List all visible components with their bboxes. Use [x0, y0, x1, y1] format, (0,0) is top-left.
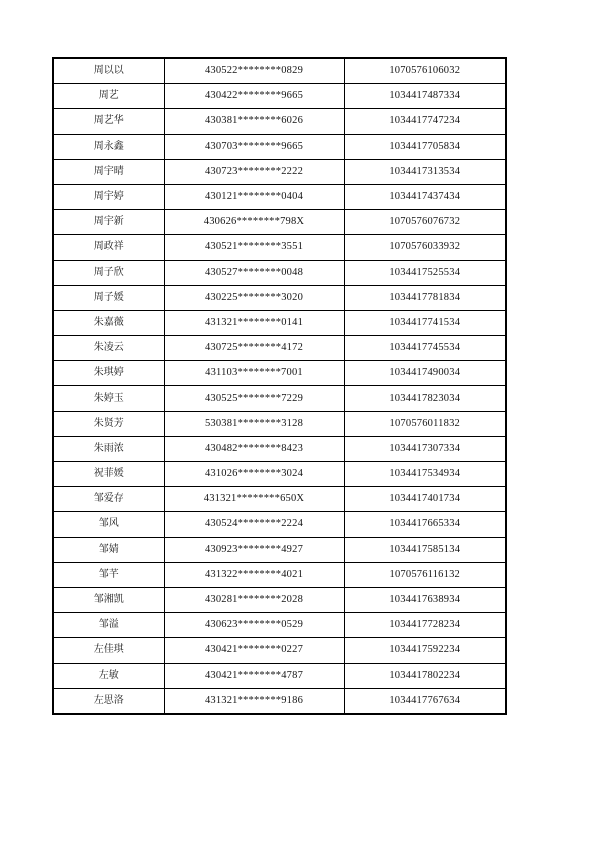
name-cell: 邹爱存 [53, 487, 164, 512]
table-row [53, 613, 506, 638]
id-masked-cell: 430524********2224 [164, 512, 344, 537]
number-cell: 1070576011832 [344, 411, 506, 436]
name-cell: 左敏 [53, 663, 164, 688]
id-masked-cell: 431321********0141 [164, 310, 344, 335]
name-cell: 周宇晴 [53, 159, 164, 184]
name-cell: 邹婧 [53, 537, 164, 562]
id-masked-cell: 430725********4172 [164, 336, 344, 361]
id-masked-cell: 431026********3024 [164, 462, 344, 487]
table-row [53, 58, 506, 84]
number-cell: 1034417437434 [344, 184, 506, 209]
number-cell: 1034417585134 [344, 537, 506, 562]
table-row [53, 134, 506, 159]
number-cell: 1070576106032 [344, 58, 506, 84]
number-cell: 1034417490034 [344, 361, 506, 386]
number-cell: 1034417638934 [344, 587, 506, 612]
id-masked-cell: 430723********2222 [164, 159, 344, 184]
number-cell: 1070576033932 [344, 235, 506, 260]
name-cell: 祝菲媛 [53, 462, 164, 487]
id-masked-cell: 430923********4927 [164, 537, 344, 562]
id-masked-cell: 430626********798X [164, 210, 344, 235]
id-masked-cell: 430281********2028 [164, 587, 344, 612]
name-cell: 周宇婷 [53, 184, 164, 209]
table-row [53, 84, 506, 109]
id-masked-cell: 431321********9186 [164, 688, 344, 714]
id-masked-cell: 430421********4787 [164, 663, 344, 688]
id-masked-cell: 430482********8423 [164, 436, 344, 461]
table-row [53, 436, 506, 461]
number-cell: 1034417823034 [344, 386, 506, 411]
name-cell: 周艺 [53, 84, 164, 109]
table-row [53, 361, 506, 386]
name-cell: 朱凌云 [53, 336, 164, 361]
name-cell: 周艺华 [53, 109, 164, 134]
number-cell: 1034417307334 [344, 436, 506, 461]
number-cell: 1034417747234 [344, 109, 506, 134]
table-row [53, 336, 506, 361]
id-masked-cell: 431322********4021 [164, 562, 344, 587]
name-cell: 朱贤芳 [53, 411, 164, 436]
table-row [53, 210, 506, 235]
table-row [53, 184, 506, 209]
table-row [53, 638, 506, 663]
table-row [53, 512, 506, 537]
id-masked-cell: 430225********3020 [164, 285, 344, 310]
id-masked-cell: 530381********3128 [164, 411, 344, 436]
id-masked-cell: 430381********6026 [164, 109, 344, 134]
name-cell: 朱雨浓 [53, 436, 164, 461]
number-cell: 1034417802234 [344, 663, 506, 688]
number-cell: 1034417705834 [344, 134, 506, 159]
table-row [53, 587, 506, 612]
name-cell: 邹风 [53, 512, 164, 537]
id-masked-cell: 431103********7001 [164, 361, 344, 386]
name-cell: 周宇新 [53, 210, 164, 235]
id-masked-cell: 430521********3551 [164, 235, 344, 260]
table-row [53, 285, 506, 310]
number-cell: 1034417313534 [344, 159, 506, 184]
table-row [53, 109, 506, 134]
id-masked-cell: 430525********7229 [164, 386, 344, 411]
number-cell: 1034417401734 [344, 487, 506, 512]
number-cell: 1034417767634 [344, 688, 506, 714]
id-masked-cell: 431321********650X [164, 487, 344, 512]
name-cell: 周子媛 [53, 285, 164, 310]
table-row [53, 310, 506, 335]
number-cell: 1034417592234 [344, 638, 506, 663]
id-masked-cell: 430522********0829 [164, 58, 344, 84]
name-cell: 左思洛 [53, 688, 164, 714]
name-cell: 邹芊 [53, 562, 164, 587]
number-cell: 1034417534934 [344, 462, 506, 487]
id-masked-cell: 430623********0529 [164, 613, 344, 638]
table-row [53, 386, 506, 411]
id-masked-cell: 430422********9665 [164, 84, 344, 109]
name-cell: 周永鑫 [53, 134, 164, 159]
number-cell: 1034417745534 [344, 336, 506, 361]
name-cell: 邹溢 [53, 613, 164, 638]
table-row [53, 411, 506, 436]
table-row [53, 159, 506, 184]
table-row [53, 235, 506, 260]
name-cell: 周以以 [53, 58, 164, 84]
number-cell: 1034417487334 [344, 84, 506, 109]
number-cell: 1034417728234 [344, 613, 506, 638]
table-row [53, 663, 506, 688]
name-cell: 周子欣 [53, 260, 164, 285]
number-cell: 1034417665334 [344, 512, 506, 537]
roster-table-body [53, 58, 506, 714]
id-masked-cell: 430121********0404 [164, 184, 344, 209]
table-row [53, 562, 506, 587]
table-row [53, 260, 506, 285]
name-cell: 邹湘凯 [53, 587, 164, 612]
name-cell: 左佳琪 [53, 638, 164, 663]
table-row [53, 462, 506, 487]
id-masked-cell: 430527********0048 [164, 260, 344, 285]
id-masked-cell: 430421********0227 [164, 638, 344, 663]
number-cell: 1034417525534 [344, 260, 506, 285]
number-cell: 1070576116132 [344, 562, 506, 587]
name-cell: 周政祥 [53, 235, 164, 260]
number-cell: 1034417741534 [344, 310, 506, 335]
roster-table [52, 57, 507, 715]
table-row [53, 487, 506, 512]
number-cell: 1034417781834 [344, 285, 506, 310]
table-row [53, 688, 506, 714]
number-cell: 1070576076732 [344, 210, 506, 235]
id-masked-cell: 430703********9665 [164, 134, 344, 159]
name-cell: 朱琪婷 [53, 361, 164, 386]
table-row [53, 537, 506, 562]
name-cell: 朱婷玉 [53, 386, 164, 411]
name-cell: 朱嘉薇 [53, 310, 164, 335]
